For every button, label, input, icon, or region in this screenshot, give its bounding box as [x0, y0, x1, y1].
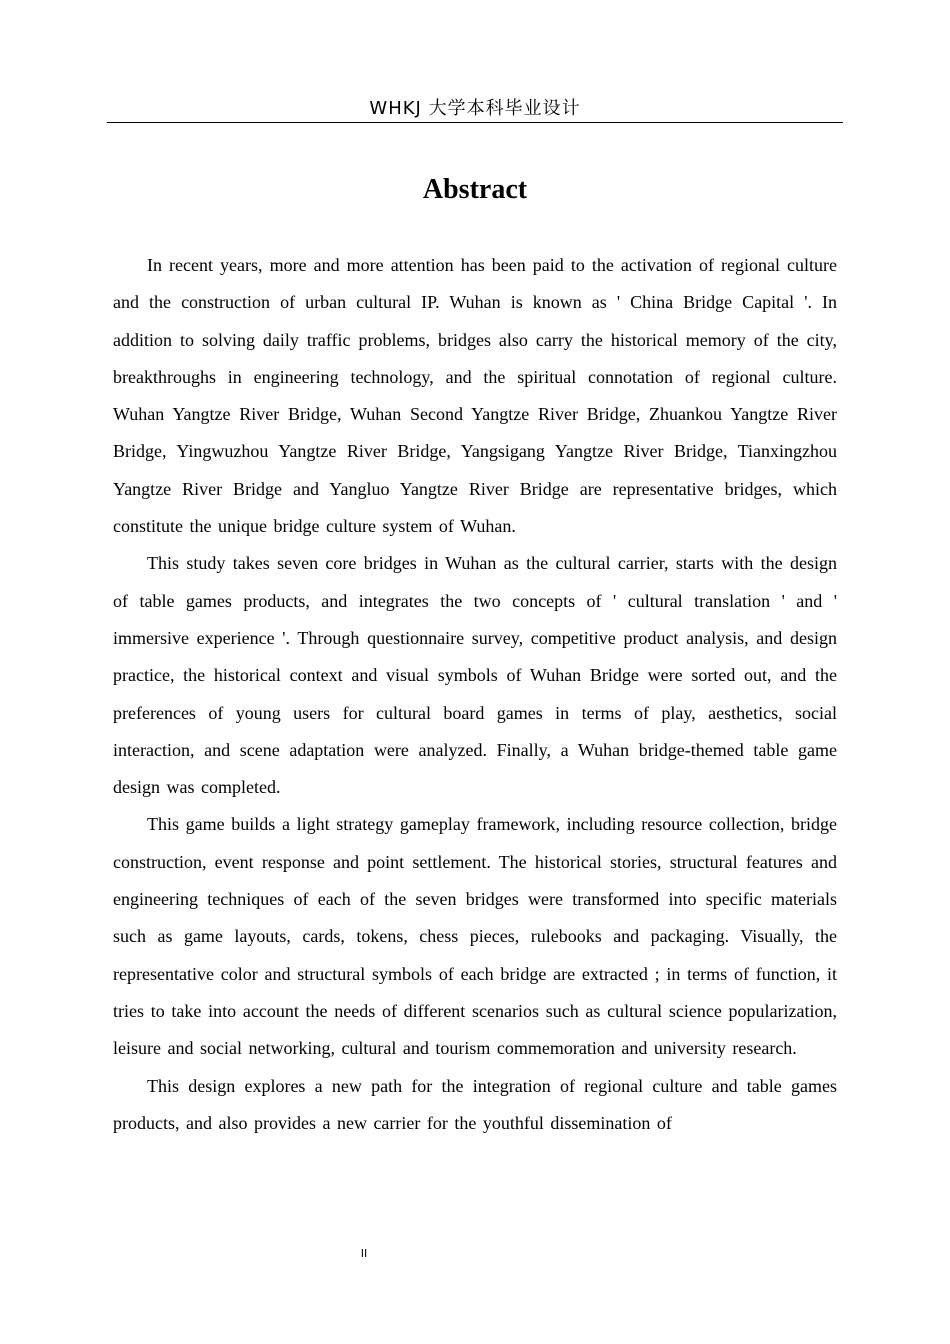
- paragraph: This study takes seven core bridges in Wuhan as the cultural carrier, starts with the design of table games products, and integrates the two concepts of ' cultural translation ' and ' immersive experience '. Through questionnaire survey, competitive product analysis, and design practice, the historical context and visual symbols of Wuhan Bridge were sorted out, and the preferences of young users for cultural board games in terms of play, aesthetics, social interaction, and scene adaptation were analyzed. Finally, a Wuhan bridge-themed table game design was completed.: [113, 553, 837, 798]
- paragraph: This game builds a light strategy gameplay framework, including resource collection, bridge construction, event response and point settlement. The historical stories, structural features and engineering techniques of each of the seven bridges were transformed into specific materials such as game layouts, cards, tokens, chess pieces, rulebooks and packaging. Visually, the representative color and structural symbols of each bridge are extracted ; in terms of function, it tries to take into account the needs of different scenarios such as cultural science popularization, leisure and social networking, cultural and tourism commemoration and university research.: [113, 814, 837, 1059]
- running-header: WHKJ 大学本科毕业设计: [369, 98, 581, 119]
- paragraph: In recent years, more and more attention has been paid to the activation of regional culture and the construction of urban cultural IP. Wuhan is known as ' China Bridge Capital '. In addition to solving daily traffic problems, bridges also carry the historical memory of the city, breakthroughs in engineering technology, and the spiritual connotation of regional culture. Wuhan Yangtze River Bridge, Wuhan Second Yangtze River Bridge, Zhuankou Yangtze River Bridge, Yingwuzhou Yangtze River Bridge, Yangsigang Yangtze River Bridge, Tianxingzhou Yangtze River Bridge and Yangluo Yangtze River Bridge are representative bridges, which constitute the unique bridge culture system of Wuhan.: [113, 255, 837, 537]
- abstract-body: [113, 247, 837, 1142]
- paragraph: This design explores a new path for the integration of regional culture and table games products, and also provides a new carrier for the youthful dissemination of: [113, 1075, 837, 1133]
- page-number: II: [360, 1247, 368, 1260]
- header-rule: [107, 122, 843, 123]
- abstract-title: Abstract: [422, 174, 528, 205]
